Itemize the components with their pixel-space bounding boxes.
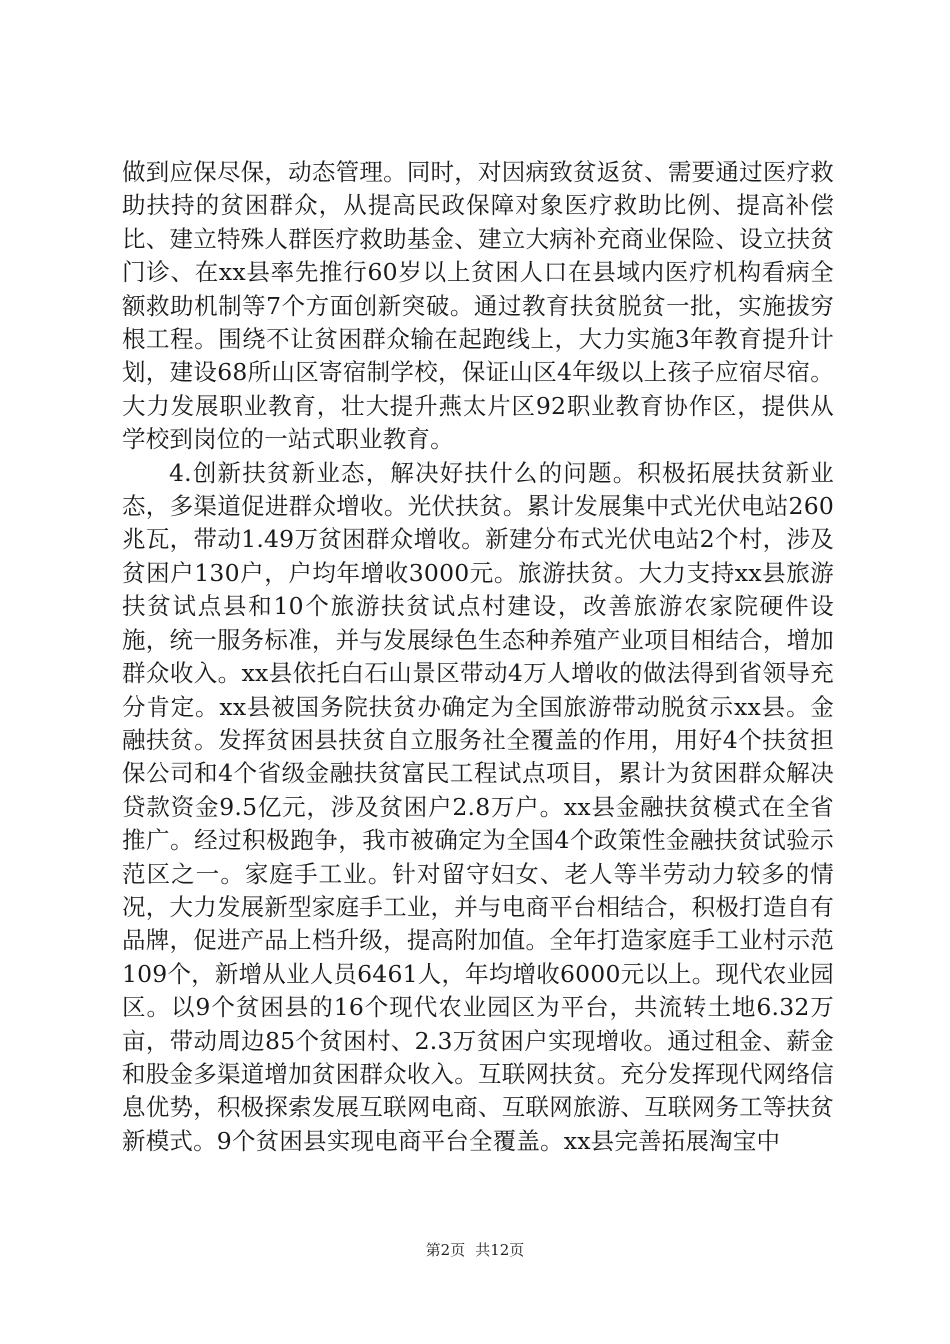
body-text <box>122 156 834 1158</box>
page-number: 第2页 <box>425 1241 466 1259</box>
page-footer <box>0 1240 950 1260</box>
page-total: 共12页 <box>475 1241 525 1259</box>
paragraph-medical-education: 做到应保尽保，动态管理。同时，对因病致贫返贫、需要通过医疗救助扶持的贫困群众，从提高民政保障对象医疗救助比例、提高补偿比、建立特殊人群医疗救助基金、建立大病补充商业保险、设立扶贫门诊、在xx县率先推行60岁以上贫困人口在县域内医疗机构看病全额救助机制等7个方面创新突破。通过教育扶贫脱贫一批，实施拔穷根工程。围绕不让贫困群众输在起跑线上，大力实施3年教育提升计划，建设68所山区寄宿制学校，保证山区4年级以上孩子应宿尽宿。大力发展职业教育，壮大提升燕太片区92职业教育协作区，提供从学校到岗位的一站式职业教育。 <box>122 158 834 454</box>
paragraph-new-poverty-formats: 4.创新扶贫新业态，解决好扶什么的问题。积极拓展扶贫新业态，多渠道促进群众增收。光伏扶贫。累计发展集中式光伏电站260兆瓦，带动1.49万贫困群众增收。新建分布式光伏电站2个村，涉及贫困户130户，户均年增收3000元。旅游扶贫。大力支持xx县旅游扶贫试点县和10个旅游扶贫试点村建设，改善旅游农家院硬件设施，统一服务标准，并与发展绿色生态种养殖产业项目相结合，增加群众收入。xx县依托白石山景区带动4万人增收的做法得到省领导充分肯定。xx县被国务院扶贫办确定为全国旅游带动脱贫示xx县。金融扶贫。发挥贫困县扶贫自立服务社全覆盖的作用，用好4个扶贫担保公司和4个省级金融扶贫富民工程试点项目，累计为贫困群众解决贷款资金9.5亿元，涉及贫困户2.8万户。xx县金融扶贫模式在全省推广。经过积极跑争，我市被确定为全国4个政策性金融扶贫试验示范区之一。家庭手工业。针对留守妇女、老人等半劳动力较多的情况，大力发展新型家庭手工业，并与电商平台相结合，积极打造自有品牌，促进产品上档升级，提高附加值。全年打造家庭手工业村示范109个，新增从业人员6461人，年均增收6000元以上。现代农业园区。以9个贫困县的16个现代农业园区为平台，共流转土地6.32万亩，带动周边85个贫困村、2.3万贫困户实现增收。通过租金、薪金和股金多渠道增加贫困群众收入。互联网扶贫。充分发挥现代网络信息优势，积极探索发展互联网电商、互联网旅游、互联网务工等扶贫新模式。9个贫困县实现电商平台全覆盖。xx县完善拓展淘宝中 <box>122 458 834 1155</box>
